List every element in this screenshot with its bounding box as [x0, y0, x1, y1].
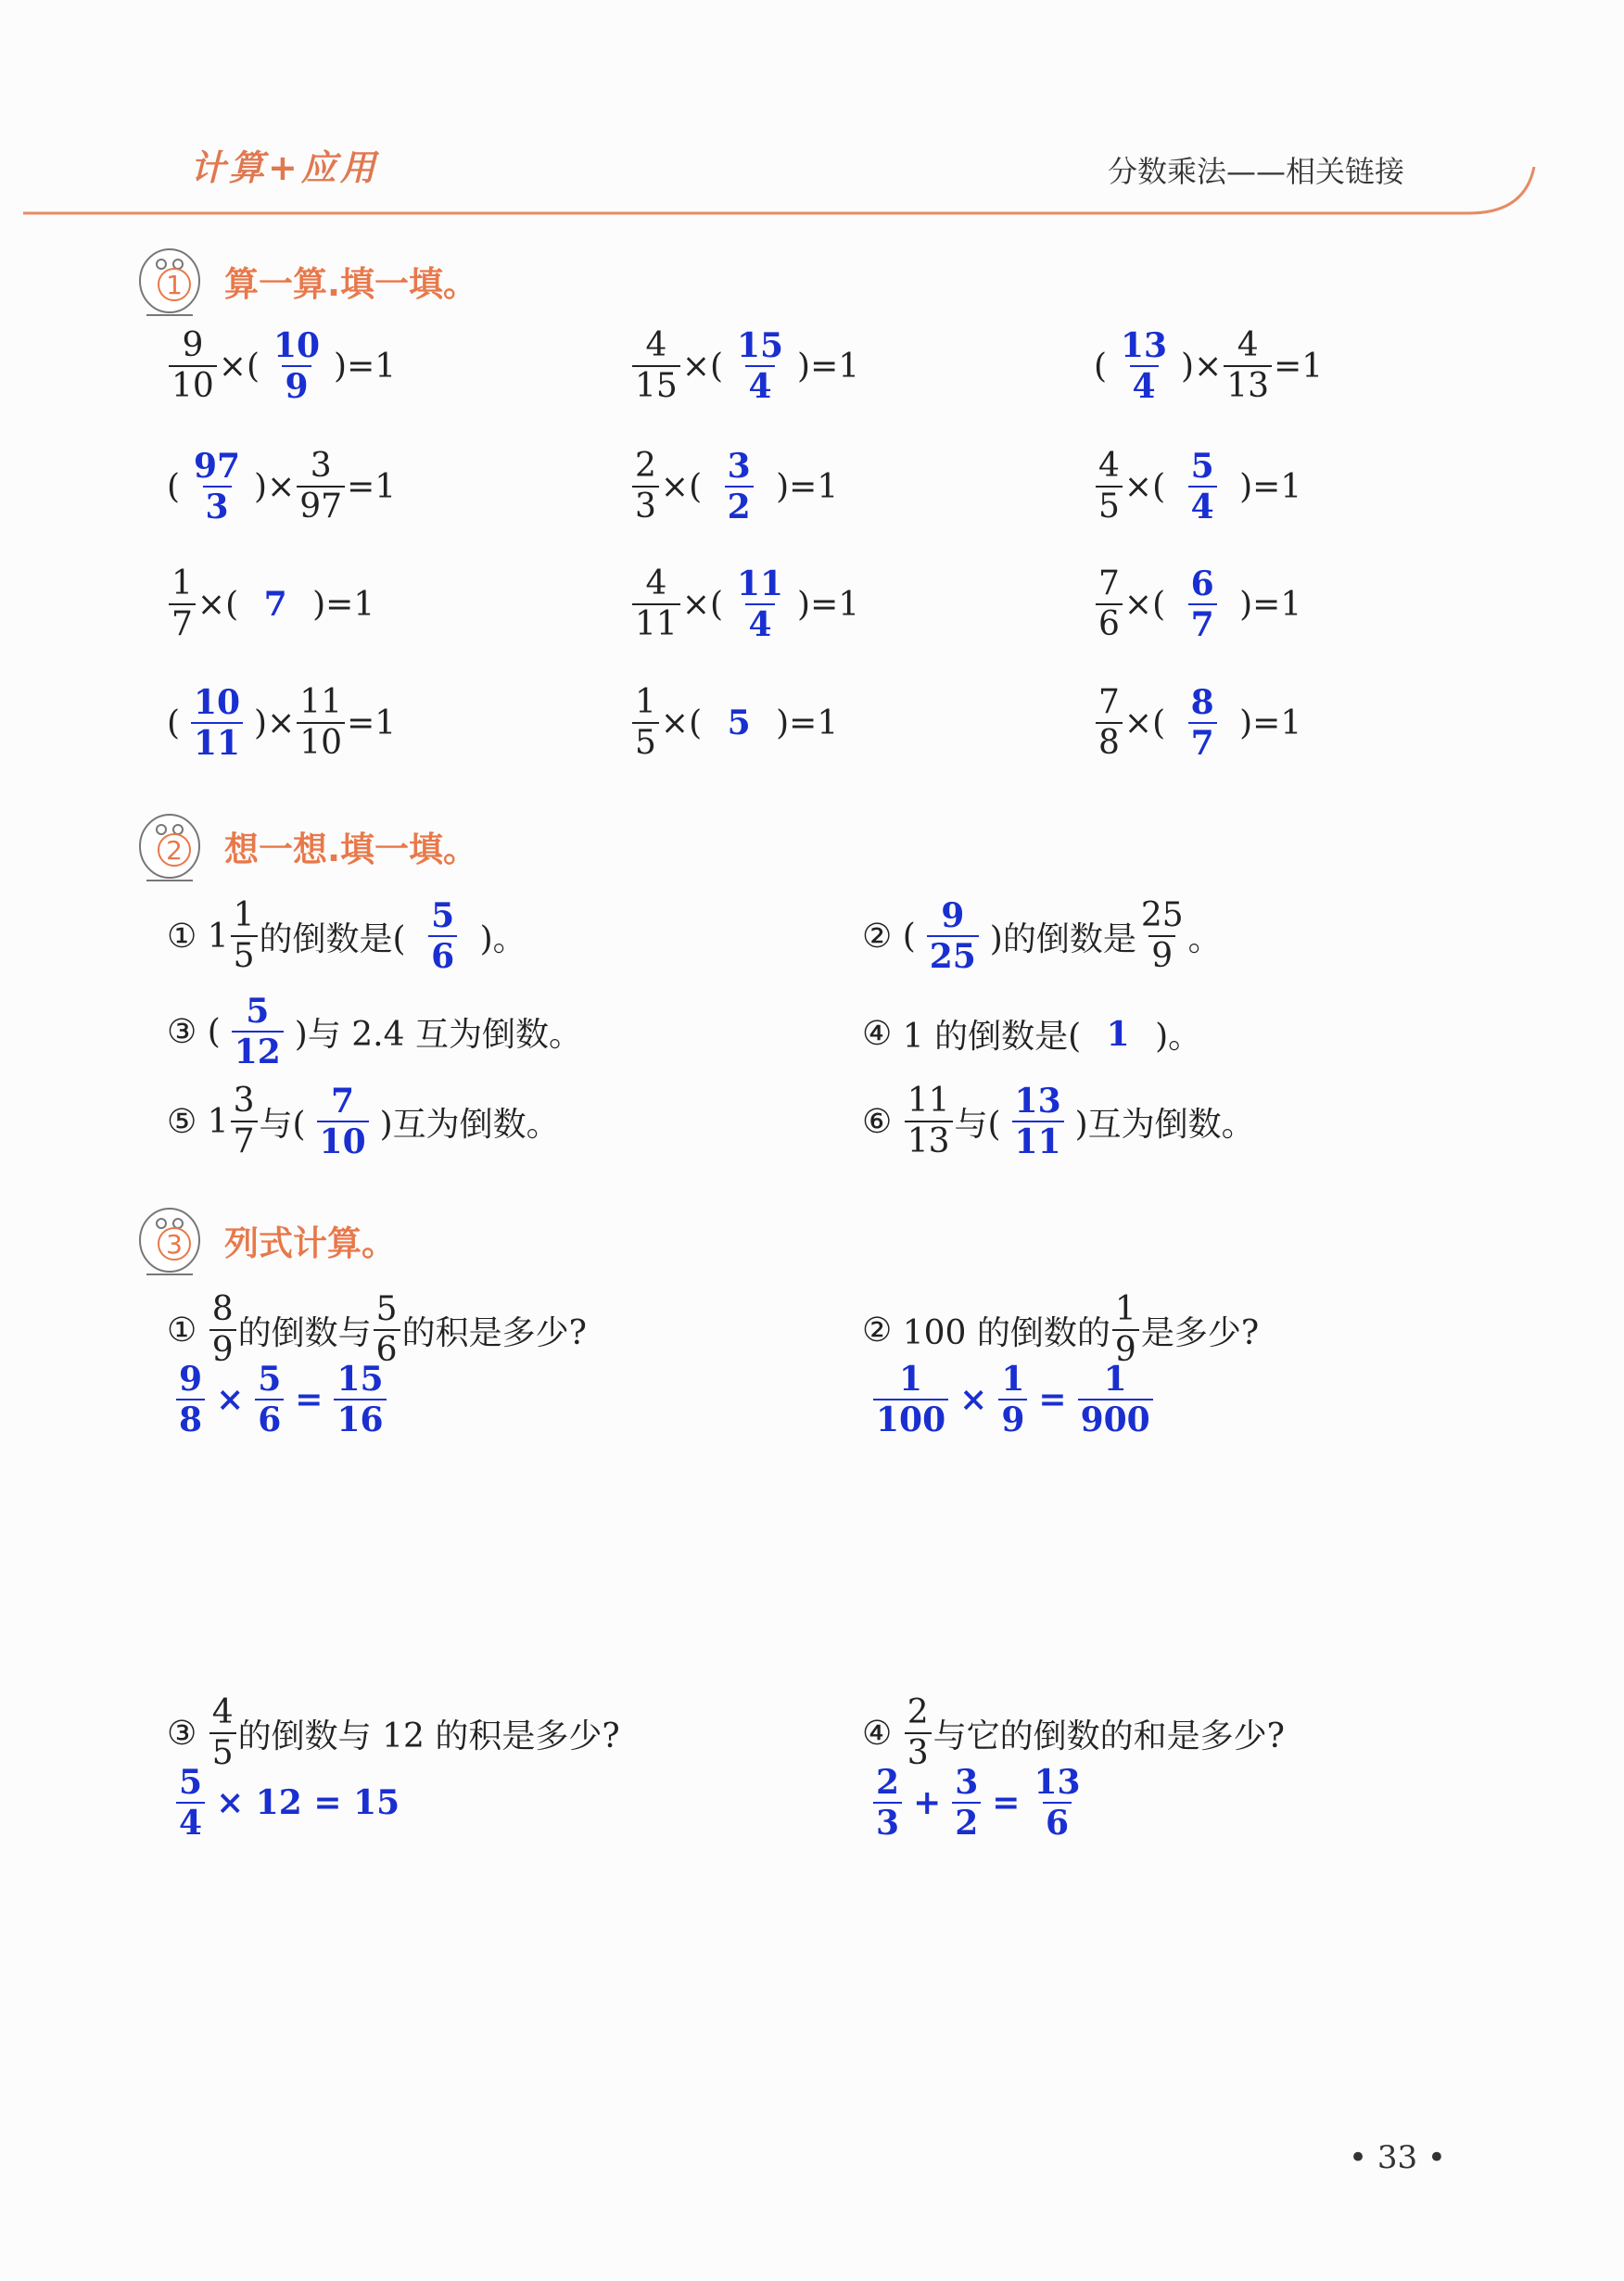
s1-item: $\frac{2}{3}$ ×( 3 2 )=1 — [630, 450, 838, 524]
s2-question-3: ③ ( 5 12 )与 2.4 互为倒数。 — [167, 992, 582, 1071]
answer-value: 5 — [727, 703, 751, 742]
s2-question-5: ⑤ 1 3 7 与( 7 10 )互为倒数。 — [167, 1082, 560, 1161]
s3-question-1: ① 8 9 的倒数与 5 6 的积是多少? — [167, 1290, 587, 1369]
answer-fraction: 9 25 — [927, 899, 979, 973]
s3-solution-1: $\frac{9}{8}$ × $\frac{5}{6}$ = $\frac{15}{16}$ — [174, 1362, 388, 1437]
s3-question-4: ④ 2 3 与它的倒数的和是多少? — [862, 1693, 1285, 1772]
section3-heading — [128, 1196, 396, 1284]
section3-title: 列式计算。 — [224, 1223, 396, 1263]
s1-item: $\frac{7}{8}$ ×( 8 7 )=1 — [1094, 686, 1301, 760]
answer-fraction: 6 7 — [1188, 567, 1217, 641]
bird-icon — [128, 802, 211, 890]
section1-title: 算一算.填一填。 — [224, 263, 478, 304]
s1-item: ( 13 4 )× $\frac{4}{13}$ =1 — [1094, 326, 1324, 406]
s1-item: $\frac{4}{15}$ ×( 15 4 )=1 — [630, 329, 859, 403]
s3-question-2: ② 100 的倒数的 1 9 是多少? — [862, 1290, 1260, 1369]
svg-text:1: 1 — [166, 270, 183, 300]
s1-item: $\frac{1}{7}$ ×( 7 )=1 — [167, 567, 374, 641]
header-right: 分数乘法——相关链接 — [1108, 154, 1405, 189]
answer-value: 1 — [1106, 1014, 1130, 1054]
s2-question-4: ④ 1 的倒数是( 1 )。 — [862, 1014, 1202, 1056]
answer-fraction: 13 4 — [1120, 326, 1168, 406]
section2-heading — [128, 802, 477, 890]
svg-text:3: 3 — [166, 1229, 183, 1260]
s2-question-1: ① 1 1 5 的倒数是( 5 6 )。 — [167, 896, 527, 976]
s1-item: $\frac{4}{11}$ ×( 11 4 )=1 — [630, 567, 859, 641]
s1-item: ( 10 11 )× $\frac{11}{10}$ =1 — [167, 683, 397, 763]
answer-fraction: 11 4 — [736, 564, 784, 644]
bird-icon — [128, 1196, 211, 1284]
answer-fraction: 97 3 — [193, 447, 241, 526]
answer-fraction: 15 4 — [736, 326, 784, 406]
answer-fraction: 10 9 — [273, 326, 321, 406]
s2-question-2: ② ( 9 25 )的倒数是 25 9 。 — [862, 896, 1222, 976]
answer-fraction: 5 4 — [1188, 450, 1217, 524]
s1-item: $\frac{4}{5}$ ×( 5 4 )=1 — [1094, 450, 1301, 524]
answer-fraction: 8 7 — [1188, 686, 1217, 760]
s3-solution-4: 2 3 + $\frac{3}{2}$ = $\frac{13}{6}$ — [871, 1766, 1085, 1840]
s1-item: $\frac{1}{5}$ ×( 5 )=1 — [630, 686, 838, 760]
s1-item: $\frac{7}{6}$ ×( 6 7 )=1 — [1094, 567, 1301, 641]
answer-fraction: 10 11 — [191, 686, 243, 760]
svg-text:2: 2 — [166, 835, 183, 866]
page-number: • 33 • — [1349, 2139, 1446, 2176]
section1-heading — [128, 236, 477, 324]
answer-value: 7 — [263, 585, 287, 624]
s3-question-3: ③ 4 5 的倒数与 12 的积是多少? — [167, 1693, 620, 1772]
s2-question-6: ⑥ 11 13 与( 13 11 )互为倒数。 — [862, 1082, 1255, 1161]
s3-solution-2: $\frac{1}{100}$ × $\frac{1}{9}$ = $\frac{1}{900}$ — [871, 1362, 1155, 1437]
s1-item: $\frac{9}{10}$ ×( 10 9 )=1 — [167, 329, 396, 403]
answer-fraction: 13 11 — [1012, 1084, 1064, 1159]
header-divider — [23, 167, 1543, 232]
s3-solution-3: $\frac{5}{4}$ × 12 = 15 — [174, 1766, 409, 1840]
answer-fraction: 7 10 — [317, 1084, 369, 1159]
answer-fraction: 5 12 — [232, 995, 284, 1069]
header-left: 计算+应用 — [190, 147, 379, 188]
answer-fraction: 3 2 — [725, 450, 754, 524]
bird-icon — [128, 236, 211, 324]
answer-fraction: 5 6 — [428, 899, 457, 973]
s1-item: ( 97 3 )× $\frac{3}{97}$ =1 — [167, 447, 397, 526]
section2-title: 想一想.填一填。 — [224, 829, 478, 869]
